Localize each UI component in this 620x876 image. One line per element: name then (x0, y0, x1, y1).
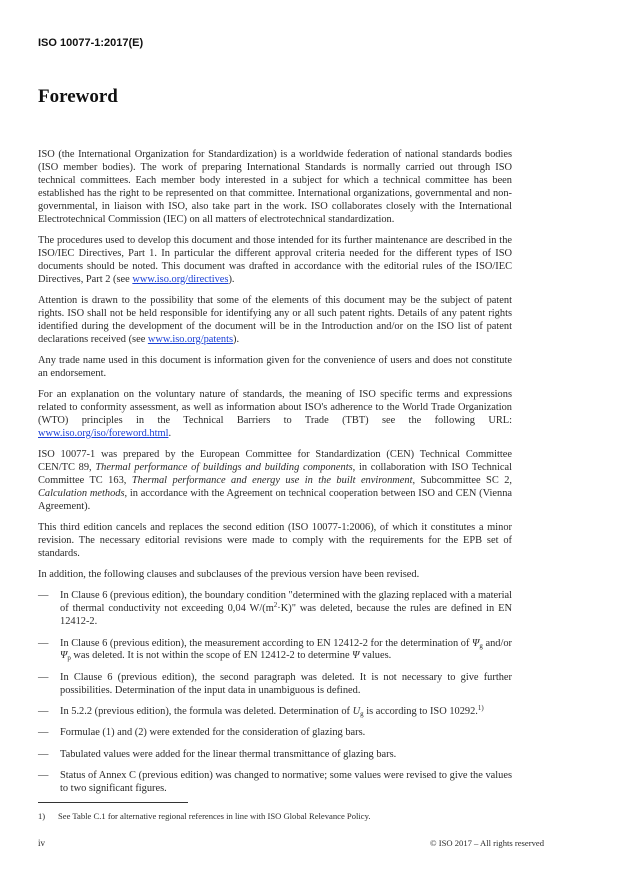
footnote-text: See Table C.1 for alternative regional references in line with ISO Global Relevance Policy. (58, 811, 371, 821)
footnote-divider (38, 802, 188, 803)
subscript: p (67, 654, 71, 663)
directives-link[interactable]: www.iso.org/directives (132, 273, 229, 285)
paragraph: Any trade name used in this document is information given for the convenience of users and does not constitute an endorsement. (38, 354, 512, 379)
list-dash: — (38, 769, 49, 781)
paragraph-text: ). (228, 273, 235, 285)
page-title: Foreword (38, 86, 118, 107)
paragraph-text: Attention is drawn to the possibility that some of the elements of this document may be the subject of patent rights. ISO shall not be held responsible for identifying any or all such patent rights. Details of any patent rights identified during the development of the document will be in the Introduction and/or on the ISO list of patent declarations received (see (38, 294, 512, 345)
psi-symbol: Ψ (472, 637, 480, 649)
footnote (38, 811, 370, 821)
paragraph: This third edition cancels and replaces the second edition (ISO 10077-1:2006), of which it constitutes a minor revision. The necessary editorial revisions were made to comply with the requirements for the EPB set of standards. (38, 522, 512, 559)
subscript: g (479, 641, 483, 650)
list-dash: — (38, 727, 49, 739)
paragraph-text: ISO 10077-1 was prepared by the European Committee for Standardization (CEN) Technical Committee CEN/TC 89, (38, 449, 512, 473)
list-text: Status of Annex C (previous edition) was changed to normative; some values were revised to give the values to two significant figures. (60, 769, 512, 794)
document-id-header: ISO 10077-1:2017(E) (38, 37, 144, 49)
list-dash: — (38, 637, 49, 649)
superscript: 2 (273, 601, 278, 610)
list-item (38, 590, 512, 629)
list-dash: — (38, 671, 49, 683)
paragraph-text: , in collaboration with ISO Technical Committee TC 163, (38, 461, 512, 486)
copyright-notice: © ISO 2017 – All rights reserved (430, 838, 544, 848)
list-dash: — (38, 705, 49, 717)
paragraph (38, 295, 512, 347)
paragraph-text: ). (233, 333, 240, 345)
list-item (38, 703, 512, 719)
psi-symbol: Ψ (352, 650, 360, 662)
list-text: is according to ISO 10292. (363, 705, 478, 717)
paragraph: ISO (the International Organization for Standardization) is a worldwide federation of national standards bodies (ISO member bodies). The work of preparing International Standards is normally carried out through ISO technical committees. Each member body interested in a subject for which a technical committee has been established has the right to be represented on that committee. International organizations, governmental and non-governmental, in liaison with ISO, also take part in the work. ISO collaborates closely with the International Electrotechnical Commission (IEC) on all matters of electrotechnical standardization. (38, 149, 512, 225)
list-text: Tabulated values were added for the linear thermal transmittance of glazing bars. (60, 748, 397, 760)
paragraph-text: , Subcommittee SC 2, (412, 474, 512, 486)
paragraph: In addition, the following clauses and subclauses of the previous version have been revised. (38, 569, 420, 581)
paragraph-text: . (168, 427, 172, 439)
list-text: values. (359, 650, 392, 662)
list-dash: — (38, 590, 49, 602)
paragraph (38, 235, 512, 287)
subscript: g (360, 709, 364, 718)
paragraph (38, 449, 512, 514)
list-item (38, 727, 512, 740)
list-text: was deleted. It is not within the scope of EN 12412-2 to determine (70, 650, 353, 662)
psi-symbol: Ψ (60, 650, 68, 662)
list-item (38, 638, 512, 664)
paragraph-text: The procedures used to develop this document and those intended for its further maintenance are described in the ISO/IEC Directives, Part 1. In particular the different approval criteria needed for the different types of ISO documents should be noted. This document was drafted in accordance with the editorial rules of the ISO/IEC Directives, Part 2 (see (38, 234, 512, 285)
list-text: In Clause 6 (previous edition), the second paragraph was deleted. It is not necessary to give further possibilities. Determination of the input data in unambiguous is defined. (60, 671, 512, 696)
list-item (38, 672, 512, 698)
list-text: ·K)" was deleted, because the rules are defined in EN 12412-2. (60, 603, 513, 628)
list-text: In Clause 6 (previous edition), the boundary condition "determined with the glazing replaced with a material of thermal conductivity not exceeding 0,04 W/(m (60, 590, 512, 615)
list-text: In Clause 6 (previous edition), the measurement according to EN 12412-2 for the determination of (60, 637, 473, 649)
document-body (38, 149, 512, 804)
list-text: and/or (482, 637, 513, 649)
footnote-number: 1) (38, 811, 46, 821)
committee-title: Thermal performance of buildings and building components (95, 461, 353, 473)
subcommittee-title: Calculation methods (38, 487, 125, 499)
list-text: Formulae (1) and (2) were extended for the consideration of glazing bars. (60, 727, 366, 739)
committee-title: Thermal performance and energy use in the built environment (131, 474, 413, 486)
page-number: iv (38, 838, 46, 848)
paragraph-text: For an explanation on the voluntary nature of standards, the meaning of ISO specific terms and expressions related to conformity assessment, as well as information about ISO's adherence to the World Trade Organization (WTO) principles in the Technical Barriers to Trade (TBT) see the following URL: (38, 389, 512, 426)
foreword-link[interactable]: www.iso.org/iso/foreword.html (38, 427, 169, 439)
paragraph-text: , in accordance with the Agreement on technical cooperation between ISO and CEN (Vienna Agreement). (38, 487, 513, 512)
paragraph (38, 389, 512, 441)
footnote-reference[interactable]: 1) (477, 703, 484, 712)
list-dash: — (38, 748, 49, 760)
list-item (38, 770, 512, 796)
list-text: In 5.2.2 (previous edition), the formula was deleted. Determination of (60, 705, 353, 717)
u-symbol: U (352, 705, 361, 717)
list-item (38, 749, 512, 762)
patents-link[interactable]: www.iso.org/patents (147, 333, 234, 345)
